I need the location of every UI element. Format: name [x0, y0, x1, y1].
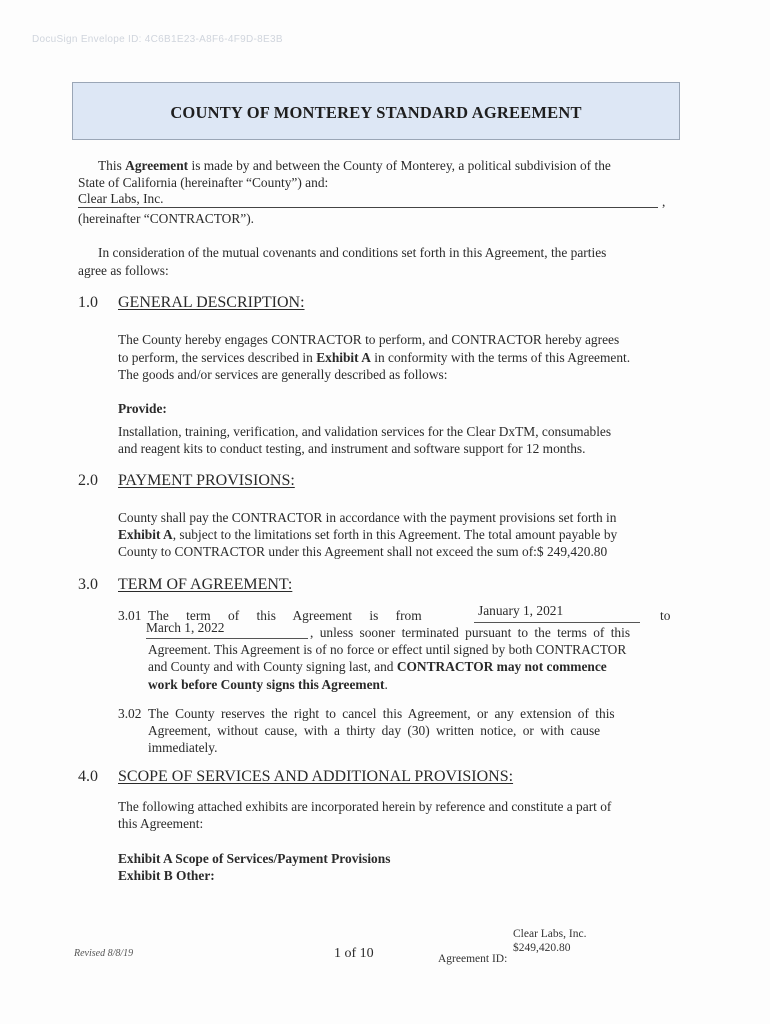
intro-comma: , — [662, 194, 666, 209]
page-title: COUNTY OF MONTEREY STANDARD AGREEMENT — [170, 103, 582, 122]
exhibit-a-item: Exhibit A Scope of Services/Payment Provisions — [118, 851, 391, 866]
clause-3-02-line-1: The County reserves the right to cancel this Agreement, or any extension of this — [148, 706, 615, 721]
clause-3-01-line-4: and County and with County signing last, and CONTRACTOR may not commence — [148, 659, 607, 674]
contractor-name-underline — [78, 207, 658, 208]
section-1-title: GENERAL DESCRIPTION: — [118, 294, 305, 311]
provide-line-1: Installation, training, verification, and validation services for the Clear DxTM, consumables — [118, 424, 612, 439]
start-date-underline — [474, 622, 640, 623]
to-word: to — [660, 608, 671, 623]
end-date: March 1, 2022 — [146, 620, 225, 635]
consideration-line-1: In consideration of the mutual covenants and conditions set forth in this Agreement, the parties — [98, 245, 607, 260]
section-2-line-1: County shall pay the CONTRACTOR in accordance with the payment provisions set forth in — [118, 510, 617, 525]
section-3-title: TERM OF AGREEMENT: — [118, 576, 293, 593]
section-1-line-2: to perform, the services described in Exhibit A in conformity with the terms of this Agreement. — [118, 350, 631, 365]
revised-date: Revised 8/8/19 — [74, 948, 134, 959]
clause-3-01-line-5: work before County signs this Agreement. — [148, 677, 388, 692]
intro-line-1: This Agreement is made by and between the County of Monterey, a political subdivision of the — [98, 158, 611, 173]
contractor-name: Clear Labs, Inc. — [78, 191, 164, 206]
section-3-number: 3.0 — [78, 576, 98, 593]
title-banner — [72, 82, 680, 140]
page-number: 1 of 10 — [334, 946, 374, 961]
clause-3-01-line-3: Agreement. This Agreement is of no force or effect until signed by both CONTRACTOR — [148, 642, 627, 657]
footer-amount: $249,420.80 — [513, 942, 571, 954]
clause-3-02-number: 3.02 — [118, 706, 142, 721]
provide-line-2: and reagent kits to conduct testing, and instrument and software support for 12 months. — [118, 441, 586, 456]
section-2-line-3: County to CONTRACTOR under this Agreement shall not exceed the sum of:$ 249,420.80 — [118, 544, 608, 559]
section-4-number: 4.0 — [78, 768, 98, 785]
section-4-line-1: The following attached exhibits are incorporated herein by reference and constitute a part of — [118, 799, 612, 814]
end-date-underline — [146, 638, 308, 639]
footer-contractor: Clear Labs, Inc. — [513, 928, 587, 940]
section-1-number: 1.0 — [78, 294, 98, 311]
docusign-header: DocuSign Envelope ID: 4C6B1E23-A8F6-4F9D-8E3B — [32, 34, 283, 45]
section-2-line-2: Exhibit A, subject to the limitations set forth in this Agreement. The total amount payable by — [118, 527, 618, 542]
section-1-line-1: The County hereby engages CONTRACTOR to perform, and CONTRACTOR hereby agrees — [118, 332, 620, 347]
clause-3-01-number: 3.01 — [118, 608, 142, 623]
section-2-title: PAYMENT PROVISIONS: — [118, 472, 295, 489]
exhibit-b-item: Exhibit B Other: — [118, 868, 215, 883]
intro-line-2: State of California (hereinafter “County”) and: — [78, 175, 329, 190]
clause-3-01-line-2: , unless sooner terminated pursuant to the terms of this — [310, 625, 631, 640]
consideration-line-2: agree as follows: — [78, 263, 169, 278]
section-4-title: SCOPE OF SERVICES AND ADDITIONAL PROVISIONS: — [118, 768, 514, 785]
section-1-line-3: The goods and/or services are generally described as follows: — [118, 367, 448, 382]
start-date: January 1, 2021 — [478, 603, 564, 618]
section-2-number: 2.0 — [78, 472, 98, 489]
clause-3-02-line-3: immediately. — [148, 740, 218, 755]
provide-label: Provide: — [118, 401, 167, 416]
section-4-line-2: this Agreement: — [118, 816, 204, 831]
intro-line-4: (hereinafter “CONTRACTOR”). — [78, 211, 255, 226]
clause-3-02-line-2: Agreement, without cause, with a thirty day (30) written notice, or with cause — [148, 723, 601, 738]
clause-3-01-line-1: The term of this Agreement is from — [148, 608, 422, 623]
agreement-id-label: Agreement ID: — [438, 953, 508, 965]
